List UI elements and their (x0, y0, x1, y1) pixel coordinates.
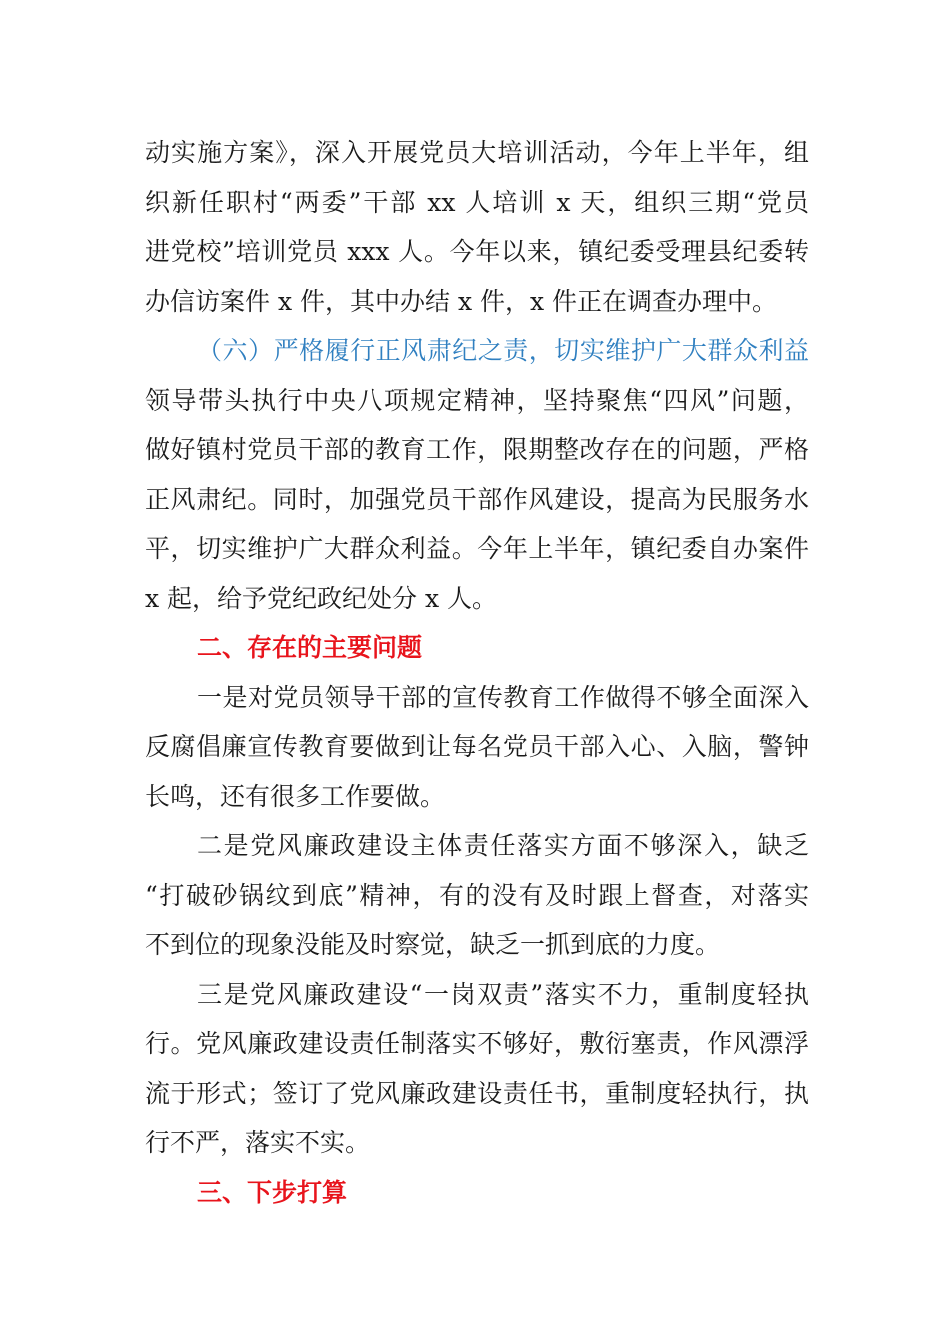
body-line: 正风肃纪。同时，加强党员干部作风建设，提高为民服务水 (145, 484, 809, 514)
body-line: 领导带头执行中央八项规定精神，坚持聚焦“四风”问题， (145, 385, 809, 415)
section-heading: 三、下步打算 (197, 1177, 348, 1207)
body-line: 流于形式；签订了党风廉政建设责任书，重制度轻执行，执 (145, 1078, 809, 1108)
body-line: 办信访案件 x 件，其中办结 x 件，x 件正在调查办理中。 (145, 286, 778, 316)
body-line: 长鸣，还有很多工作要做。 (145, 781, 446, 811)
body-line: 一是对党员领导干部的宣传教育工作做得不够全面深入 (197, 682, 809, 712)
section-subheading: （六）严格履行正风肃纪之责，切实维护广大群众利益 (197, 336, 809, 365)
body-line: 二是党风廉政建设主体责任落实方面不够深入，缺乏 (197, 831, 809, 860)
body-line: “打破砂锅纹到底”精神，有的没有及时跟上督查，对落实 (145, 880, 809, 910)
body-line: x 起，给予党纪政纪处分 x 人。 (145, 583, 498, 613)
body-line: 行。党风廉政建设责任制落实不够好，敷衍塞责，作风漂浮 (145, 1029, 809, 1058)
body-line: 织新任职村“两委”干部 xx 人培训 x 天，组织三期“党员 (145, 187, 809, 217)
body-line: 进党校”培训党员 xxx 人。今年以来，镇纪委受理县纪委转 (145, 237, 809, 266)
document-body (145, 128, 809, 1217)
body-line: 做好镇村党员干部的教育工作，限期整改存在的问题，严格 (145, 435, 809, 464)
body-line: 动实施方案》，深入开展党员大培训活动，今年上半年，组 (145, 138, 809, 167)
body-line: 反腐倡廉宣传教育要做到让每名党员干部入心、入脑，警钟 (145, 732, 809, 761)
section-heading: 二、存在的主要问题 (197, 633, 423, 662)
body-line: 平，切实维护广大群众利益。今年上半年，镇纪委自办案件 (145, 534, 809, 563)
body-line: 不到位的现象没能及时察觉，缺乏一抓到底的力度。 (145, 930, 721, 959)
body-line: 三是党风廉政建设“一岗双责”落实不力，重制度轻执 (197, 979, 809, 1009)
body-line: 行不严，落实不实。 (145, 1128, 371, 1157)
